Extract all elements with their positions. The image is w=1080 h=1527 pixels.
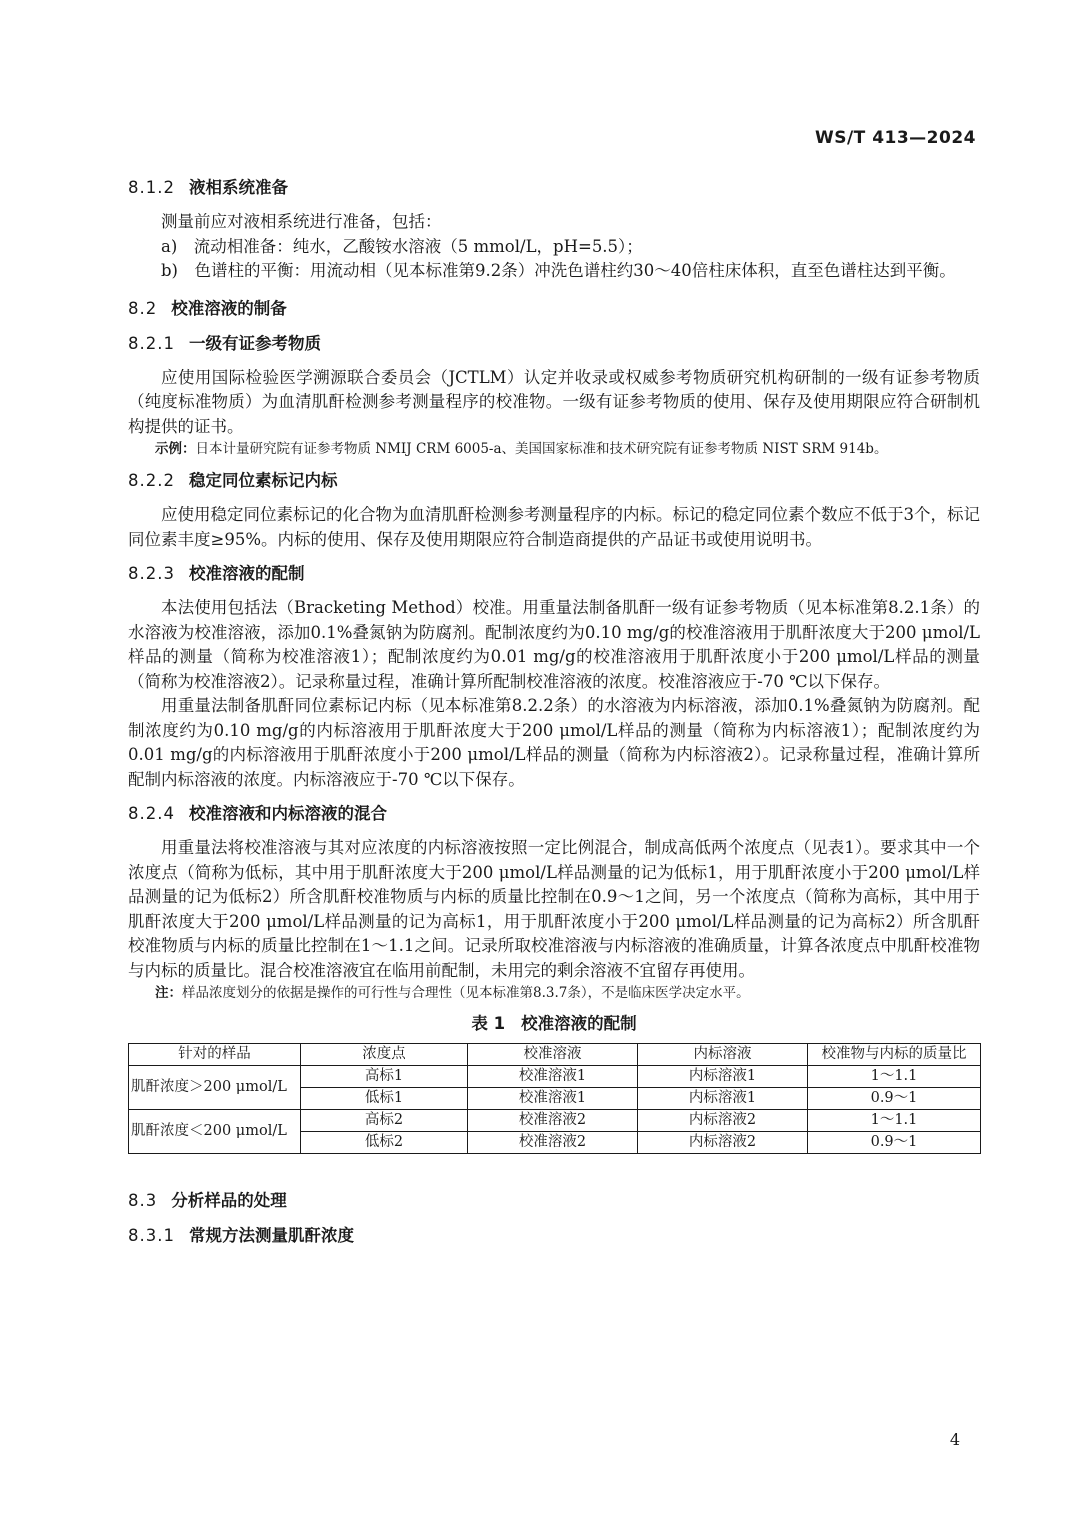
document-body	[128, 175, 980, 1249]
table-cell: 校准溶液2	[468, 1110, 638, 1132]
table-header-cell: 内标溶液	[638, 1044, 808, 1066]
section-number: 8.3.1	[128, 1226, 175, 1245]
section-title: 校准溶液的配制	[188, 564, 305, 583]
section-8-2-2-body: 应使用稳定同位素标记的化合物为血清肌酐检测参考测量程序的内标。标记的稳定同位素个数应不低于3个，标记同位素丰度≥95%。内标的使用、保存及使用期限应符合制造商提供的产品证书或使用说明书。	[128, 505, 980, 549]
section-8-3-heading	[128, 1188, 980, 1214]
page-number: 4	[949, 1430, 960, 1449]
section-8-2-heading	[128, 296, 980, 322]
example-note	[128, 439, 980, 459]
section-8-2-3-paragraph-1: 本法使用包括法（Bracketing Method）校准。用重量法制备肌酐一级有证参考物质（见本标准第8.2.1条）的水溶液为校准溶液，添加0.1%叠氮钠为防腐剂。配制浓度约为0.10 mg/g的校准溶液用于肌酐浓度大于200 μmol/L样品的测量（简称为校准溶液1）；配制浓度约为0.01 mg/g的校准溶液用于肌酐浓度小于200 μmol/L样品的测量（简称为校准溶液2）。记录称量过程，准确计算所配制校准溶液的浓度。校准溶液应于-70 ℃以下保存。	[128, 598, 980, 691]
section-title: 液相系统准备	[188, 178, 288, 197]
section-title: 稳定同位素标记内标	[188, 471, 338, 490]
example-label: 示例：	[155, 441, 196, 457]
table-title: 校准溶液的配制	[521, 1014, 637, 1033]
list-item-b: b) 色谱柱的平衡：用流动相（见本标准第9.2条）冲洗色谱柱约30～40倍柱床体积，直至色谱柱达到平衡。	[161, 261, 956, 280]
note-label: 注：	[155, 985, 182, 1001]
table-cell: 内标溶液2	[638, 1110, 808, 1132]
calibration-table	[128, 1043, 981, 1154]
table-cell: 低标1	[301, 1088, 468, 1110]
section-8-2-3-paragraph-2: 用重量法制备肌酐同位素标记内标（见本标准第8.2.2条）的水溶液为内标溶液，添加0.1%叠氮钠为防腐剂。配制浓度约为0.10 mg/g的内标溶液用于肌酐浓度大于200 μmol/L样品的测量（简称为内标溶液1）；配制浓度约为0.01 mg/g的内标溶液用于肌酐浓度小于200 μmol/L样品的测量（简称为内标溶液2）。记录称量过程，准确计算所配制内标溶液的浓度。内标溶液应于-70 ℃以下保存。	[128, 696, 980, 789]
section-8-1-2-intro: 测量前应对液相系统进行准备，包括：	[161, 212, 442, 231]
table-header-cell: 校准物与内标的质量比	[808, 1044, 981, 1066]
section-title: 校准溶液的制备	[171, 298, 287, 318]
section-title: 常规方法测量肌酐浓度	[188, 1226, 354, 1245]
section-8-2-2-heading	[128, 468, 980, 494]
section-8-1-2-heading	[128, 175, 980, 201]
table-cell: 高标2	[301, 1110, 468, 1132]
note	[128, 983, 980, 1003]
section-number: 8.2.4	[128, 804, 175, 823]
section-8-2-1-heading	[128, 331, 980, 357]
section-number: 8.1.2	[128, 178, 175, 197]
section-title: 校准溶液和内标溶液的混合	[188, 804, 387, 823]
section-8-2-4-heading	[128, 801, 980, 827]
table-cell-sample: 肌酐浓度＜200 μmol/L	[129, 1110, 301, 1154]
section-8-2-4-body: 用重量法将校准溶液与其对应浓度的内标溶液按照一定比例混合，制成高低两个浓度点（见表1）。要求其中一个浓度点（简称为低标，其中用于肌酐浓度大于200 μmol/L样品测量的记为低标1，用于肌酐浓度小于200 μmol/L样品测量的记为低标2）所含肌酐校准物质与内标的质量比控制在0.9～1之间，另一个浓度点（简称为高标，其中用于肌酐浓度大于200 μmol/L样品测量的记为高标1，用于肌酐浓度小于200 μmol/L样品测量的记为高标2）所含肌酐校准物质与内标的质量比控制在1～1.1之间。记录所取校准溶液与内标溶液的准确质量，计算各浓度点中肌酐校准物与内标的质量比。混合校准溶液宜在临用前配制，未用完的剩余溶液不宜留存再使用。	[128, 838, 980, 980]
table-caption	[128, 1011, 980, 1037]
section-number: 8.2	[128, 298, 158, 318]
section-8-2-1-body: 应使用国际检验医学溯源联合委员会（JCTLM）认定并收录或权威参考物质研究机构研制的一级有证参考物质（纯度标准物质）为血清肌酐检测参考测量程序的校准物。一级有证参考物质的使用、保存及使用期限应符合研制机构提供的证书。	[128, 367, 980, 436]
table-header-cell: 校准溶液	[468, 1044, 638, 1066]
table-cell: 1～1.1	[808, 1110, 981, 1132]
table-cell-sample: 肌酐浓度＞200 μmol/L	[129, 1066, 301, 1110]
table-header-row	[129, 1044, 981, 1066]
table-cell: 内标溶液2	[638, 1132, 808, 1154]
section-number: 8.2.3	[128, 564, 175, 583]
table-row	[129, 1066, 981, 1088]
table-cell: 校准溶液1	[468, 1066, 638, 1088]
section-number: 8.2.2	[128, 471, 175, 490]
document-code: WS/T 413—2024	[814, 128, 976, 148]
table-cell: 校准溶液2	[468, 1132, 638, 1154]
section-number: 8.3	[128, 1191, 158, 1210]
note-text: 样品浓度划分的依据是操作的可行性与合理性（见本标准第8.3.7条），不是临床医学决定水平。	[182, 985, 750, 1001]
table-header-cell: 针对的样品	[129, 1044, 301, 1066]
section-8-2-3-heading	[128, 561, 980, 587]
table-cell: 1～1.1	[808, 1066, 981, 1088]
table-cell: 低标2	[301, 1132, 468, 1154]
section-title: 一级有证参考物质	[188, 333, 321, 353]
table-cell: 内标溶液1	[638, 1088, 808, 1110]
table-number: 表 1	[471, 1014, 506, 1033]
table-row	[129, 1110, 981, 1132]
table-cell: 高标1	[301, 1066, 468, 1088]
table-cell: 内标溶液1	[638, 1066, 808, 1088]
section-number: 8.2.1	[128, 333, 175, 353]
section-title: 分析样品的处理	[171, 1191, 287, 1210]
table-cell: 0.9～1	[808, 1088, 981, 1110]
table-cell: 0.9～1	[808, 1132, 981, 1154]
table-cell: 校准溶液1	[468, 1088, 638, 1110]
list-item-a: a) 流动相准备：纯水，乙酸铵水溶液（5 mmol/L，pH=5.5）；	[161, 236, 643, 256]
example-text: 日本计量研究院有证参考物质 NMIJ CRM 6005-a、美国国家标准和技术研究院有证参考物质 NIST SRM 914b。	[195, 441, 888, 457]
section-8-3-1-heading	[128, 1223, 980, 1249]
table-header-cell: 浓度点	[301, 1044, 468, 1066]
